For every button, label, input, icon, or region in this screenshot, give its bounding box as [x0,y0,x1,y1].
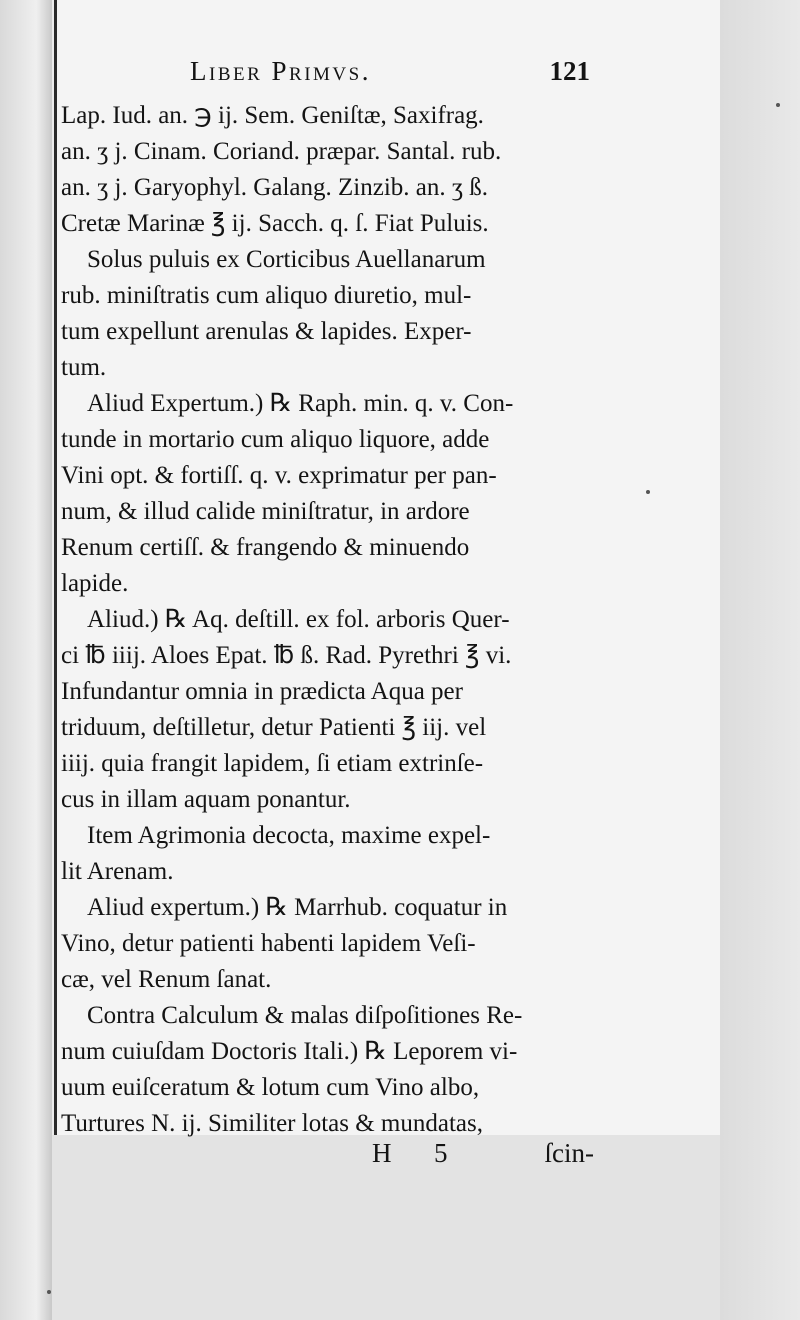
catchword: ſcin- [544,1138,594,1168]
scan-speck [776,103,780,107]
text-line: tum expellunt arenulas & lapides. Exper- [61,318,472,345]
text-line: Vino, detur patienti habenti lapidem Veſi- [61,930,476,957]
text-line: Cretæ Marinæ ℥ ij. Sacch. q. ſ. Fiat Puluis. [61,210,489,237]
page-footer [372,1138,594,1174]
text-line: tum. [61,354,107,381]
text-line: lapide. [61,570,129,597]
text-line: Aliud expertum.) ℞ Marrhub. coquatur in [87,894,508,921]
body-text [61,98,593,1142]
text-line: tunde in mortario cum aliquo liquore, adde [61,426,490,453]
scan-speck [646,490,650,494]
text-line: Turtures N. ij. Similiter lotas & mundatas, [61,1110,483,1137]
signature-number: 5 [434,1138,448,1168]
scan-speck [47,1290,51,1294]
text-line: Renum certiſſ. & frangendo & minuendo [61,534,470,561]
text-line: Item Agrimonia decocta, maxime expel- [87,822,491,849]
running-header [190,56,590,92]
running-title: Liber Primvs. [190,56,371,86]
text-line: Aliud Expertum.) ℞ Raph. min. q. v. Con- [87,390,514,417]
text-line: Infundantur omnia in prædicta Aqua per [61,678,463,705]
text-line: Vini opt. & fortiſſ. q. v. exprimatur per pan- [61,462,497,489]
scan-left-margin [0,0,52,1320]
scan-right-margin [720,0,800,1320]
text-line: an. ʒ j. Cinam. Coriand. præpar. Santal. rub. [61,138,502,165]
text-line: Aliud.) ℞ Aq. deſtill. ex fol. arboris Quer- [87,606,510,633]
text-line: Contra Calculum & malas diſpoſitiones Re- [87,1002,523,1029]
text-line: num, & illud calide miniſtratur, in ardore [61,498,470,525]
text-line: num cuiuſdam Doctoris Itali.) ℞ Leporem vi- [61,1038,518,1065]
page-number: 121 [549,56,590,86]
text-line: iiij. quia frangit lapidem, ſi etiam extrinſe- [61,750,484,777]
text-line: Solus puluis ex Corticibus Auellanarum [87,246,486,273]
text-line: lit Arenam. [61,858,174,885]
text-line: cus in illam aquam ponantur. [61,786,351,813]
text-line: triduum, deſtilletur, detur Patienti ℥ iij. vel [61,714,487,741]
text-line: Lap. Iud. an. ℈ ij. Sem. Geniſtæ, Saxifrag. [61,102,484,129]
text-line: rub. miniſtratis cum aliquo diuretio, mul- [61,282,472,309]
text-line: cæ, vel Renum ſanat. [61,966,272,993]
text-line: ci ℔ iiij. Aloes Epat. ℔ ß. Rad. Pyrethri ℥ vi. [61,642,512,669]
text-line: an. ʒ j. Garyophyl. Galang. Zinzib. an. ʒ ß. [61,174,488,201]
signature-mark: H [372,1138,392,1168]
text-line: uum euiſceratum & lotum cum Vino albo, [61,1074,480,1101]
